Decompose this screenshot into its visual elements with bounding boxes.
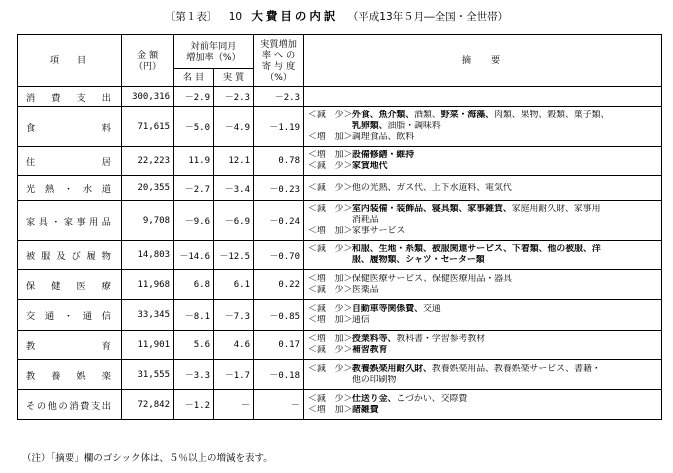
row-nominal: －9.6	[174, 201, 214, 241]
summary-text: 教養娯楽用耐久財、	[352, 363, 432, 374]
header-contribution	[254, 35, 304, 87]
row-amount: 11,901	[122, 331, 174, 360]
row-item: 教養娯楽	[18, 360, 122, 390]
row-contribution: －1.19	[254, 107, 304, 147]
summary-line	[308, 255, 658, 266]
summary-line	[308, 315, 658, 326]
title-scope: （平成13年５月―全国・全世帯）	[347, 11, 509, 23]
row-contribution: －	[254, 390, 304, 420]
row-item: 交通・通信	[18, 300, 122, 331]
summary-text: 自動車等関係費、	[352, 304, 424, 314]
row-amount: 300,316	[122, 87, 174, 107]
row-contribution: 0.78	[254, 147, 304, 176]
row-item: 光熱・水道	[18, 176, 122, 201]
summary-line	[308, 110, 658, 121]
row-item: 消費支出	[18, 87, 122, 107]
row-amount: 9,708	[122, 201, 174, 241]
table-row	[18, 390, 662, 420]
summary-text: 家賃地代	[352, 161, 388, 171]
summary-text: 服、履物類、シャツ・セーター類	[352, 255, 485, 265]
row-nominal: －2.9	[174, 87, 214, 107]
table-body	[18, 87, 662, 420]
summary-text: 補習教育	[352, 345, 388, 355]
row-summary	[304, 201, 662, 241]
summary-tag: ＜減 少＞	[308, 110, 353, 120]
header-contrib-l1: 実質増加	[260, 38, 297, 50]
summary-text: 野菜・海藻、	[440, 110, 495, 120]
summary-line	[308, 375, 658, 386]
summary-text: 他の印刷物	[352, 374, 397, 385]
row-summary	[304, 241, 662, 270]
summary-line	[308, 244, 658, 255]
row-real: －6.9	[214, 201, 254, 241]
header-contrib-l3: 寄 与 度	[261, 60, 296, 72]
row-item: 教育	[18, 331, 122, 360]
row-nominal: 11.9	[174, 147, 214, 176]
row-nominal: 6.8	[174, 270, 214, 300]
row-summary	[304, 300, 662, 331]
table-row	[18, 87, 662, 107]
row-contribution: 0.22	[254, 270, 304, 300]
table-row	[18, 270, 662, 300]
header-yoy	[174, 35, 254, 69]
summary-tag: ＜増 加＞	[308, 150, 353, 160]
table-row	[18, 300, 662, 331]
summary-text: 外食、魚介類、	[352, 110, 415, 120]
summary-text: こづかい、交際費	[396, 393, 468, 404]
summary-tag: ＜減 少＞	[308, 304, 353, 314]
table-row	[18, 241, 662, 270]
row-summary	[304, 270, 662, 300]
summary-line	[308, 364, 658, 375]
summary-text: 諸雑費	[352, 404, 379, 415]
row-summary	[304, 147, 662, 176]
summary-text: 交通	[423, 304, 441, 314]
footnote: （注）「摘要」欄のゴシック体は、５％以上の増減を表す。	[22, 453, 273, 464]
summary-text: 通信	[352, 315, 370, 325]
summary-text: 室内装備・装飾品、寝具類、家事雑貨、	[352, 204, 512, 214]
row-contribution: －0.85	[254, 300, 304, 331]
summary-text: 他の光熱、ガス代、上下水道料、電気代	[352, 182, 512, 193]
row-real: 4.6	[214, 331, 254, 360]
summary-text: 保健医療サービス、保健医療用品・器具	[352, 273, 513, 284]
summary-line	[308, 394, 658, 405]
row-summary	[304, 87, 662, 107]
table-title	[0, 8, 673, 24]
row-contribution: －0.24	[254, 201, 304, 241]
row-amount: 71,615	[122, 107, 174, 147]
summary-text: 授業料等、	[352, 334, 397, 344]
table-row	[18, 147, 662, 176]
summary-line	[308, 274, 658, 285]
row-summary	[304, 331, 662, 360]
summary-tag: ＜減 少＞	[308, 244, 353, 254]
summary-line	[308, 345, 658, 356]
summary-text: 和服、生地・糸類、被服関連サービス、下着類、他の被服、洋	[352, 244, 601, 254]
summary-line	[308, 121, 658, 132]
summary-line	[308, 405, 658, 416]
row-contribution: －2.3	[254, 87, 304, 107]
summary-line	[308, 150, 658, 161]
header-summary: 摘要	[304, 35, 662, 87]
summary-tag: ＜増 加＞	[308, 273, 353, 284]
title-main: 大費目の内訳	[251, 9, 339, 23]
header-real: 実 質	[214, 69, 254, 87]
summary-text: 油脂・調味料	[387, 121, 441, 131]
header-yoy-unit: 増加率（%）	[186, 51, 241, 63]
summary-line	[308, 132, 658, 143]
summary-tag: ＜減 少＞	[308, 161, 353, 171]
row-amount: 33,345	[122, 300, 174, 331]
row-summary	[304, 390, 662, 420]
header-contrib-l4: （%）	[264, 71, 293, 83]
row-real: －2.3	[214, 87, 254, 107]
row-real: －7.3	[214, 300, 254, 331]
summary-text: 乳卵類、	[352, 121, 388, 131]
summary-text: 家庭用耐久財、家事用	[511, 204, 601, 214]
row-item: その他の消費支出	[18, 390, 122, 420]
header-contrib-l2: 率 へ の	[261, 49, 296, 61]
summary-tag: ＜減 少＞	[308, 204, 353, 214]
header-item: 項目	[18, 35, 122, 87]
summary-line	[308, 285, 658, 296]
summary-tag: ＜増 加＞	[308, 315, 353, 325]
summary-line	[308, 304, 658, 315]
summary-line	[308, 183, 658, 194]
row-contribution: －0.23	[254, 176, 304, 201]
row-nominal: －2.7	[174, 176, 214, 201]
header-yoy-label: 対前年同月	[190, 40, 237, 52]
row-contribution: －0.18	[254, 360, 304, 390]
header-amount-unit: （円）	[133, 60, 162, 72]
summary-tag: ＜増 加＞	[308, 334, 353, 344]
row-amount: 72,842	[122, 390, 174, 420]
summary-tag: ＜減 少＞	[308, 284, 353, 295]
header-nominal: 名 目	[174, 69, 214, 87]
row-summary	[304, 176, 662, 201]
row-summary	[304, 360, 662, 390]
header-amount-label: 金 額	[136, 49, 159, 61]
table-number: 〔第１表〕	[164, 11, 218, 23]
summary-text: 教養娯楽用品、教養娯楽サービス、書籍・	[431, 363, 601, 374]
row-real: －	[214, 390, 254, 420]
summary-tag: ＜増 加＞	[308, 404, 353, 415]
row-real: 6.1	[214, 270, 254, 300]
summary-text: 酒類、	[414, 110, 441, 120]
row-amount: 14,803	[122, 241, 174, 270]
row-nominal: －3.3	[174, 360, 214, 390]
summary-line	[308, 226, 658, 237]
row-amount: 11,968	[122, 270, 174, 300]
summary-tag: ＜減 少＞	[308, 363, 353, 374]
row-real: －4.9	[214, 107, 254, 147]
summary-text: 調理食品、飲料	[352, 132, 415, 142]
row-amount: 31,555	[122, 360, 174, 390]
row-real: －1.7	[214, 360, 254, 390]
summary-text: 教科書・学習参考教材	[396, 334, 486, 344]
row-nominal: －1.2	[174, 390, 214, 420]
header-amount	[122, 35, 174, 87]
title-number: 10	[228, 11, 243, 23]
row-nominal: 5.6	[174, 331, 214, 360]
row-summary	[304, 107, 662, 147]
table-row	[18, 331, 662, 360]
row-real: 12.1	[214, 147, 254, 176]
summary-text: 仕送り金、	[352, 393, 397, 404]
table-row	[18, 107, 662, 147]
table-row	[18, 176, 662, 201]
row-contribution: －0.70	[254, 241, 304, 270]
row-real: －3.4	[214, 176, 254, 201]
summary-tag: ＜減 少＞	[308, 182, 353, 193]
summary-line	[308, 161, 658, 172]
row-item: 被服及び履物	[18, 241, 122, 270]
summary-text: 医薬品	[352, 284, 379, 295]
row-contribution: 0.17	[254, 331, 304, 360]
expenditure-table	[17, 34, 662, 420]
row-amount: 20,355	[122, 176, 174, 201]
table-row	[18, 201, 662, 241]
table-row	[18, 360, 662, 390]
summary-line	[308, 215, 658, 226]
row-nominal: －14.6	[174, 241, 214, 270]
row-amount: 22,223	[122, 147, 174, 176]
summary-tag: ＜増 加＞	[308, 132, 353, 142]
row-real: －12.5	[214, 241, 254, 270]
row-nominal: －8.1	[174, 300, 214, 331]
row-nominal: －5.0	[174, 107, 214, 147]
row-item: 家具・家事用品	[18, 201, 122, 241]
summary-text: 消耗品	[352, 215, 379, 225]
summary-text: 家事サービス	[352, 226, 406, 236]
summary-line	[308, 334, 658, 345]
summary-tag: ＜増 加＞	[308, 226, 353, 236]
row-item: 住居	[18, 147, 122, 176]
summary-line	[308, 204, 658, 215]
summary-text: 設備修繕・維持	[352, 150, 415, 160]
summary-tag: ＜減 少＞	[308, 393, 353, 404]
row-item: 食料	[18, 107, 122, 147]
row-item: 保健医療	[18, 270, 122, 300]
summary-text: 肉類、果物、穀類、菓子類、	[494, 110, 610, 120]
summary-tag: ＜減 少＞	[308, 345, 353, 355]
